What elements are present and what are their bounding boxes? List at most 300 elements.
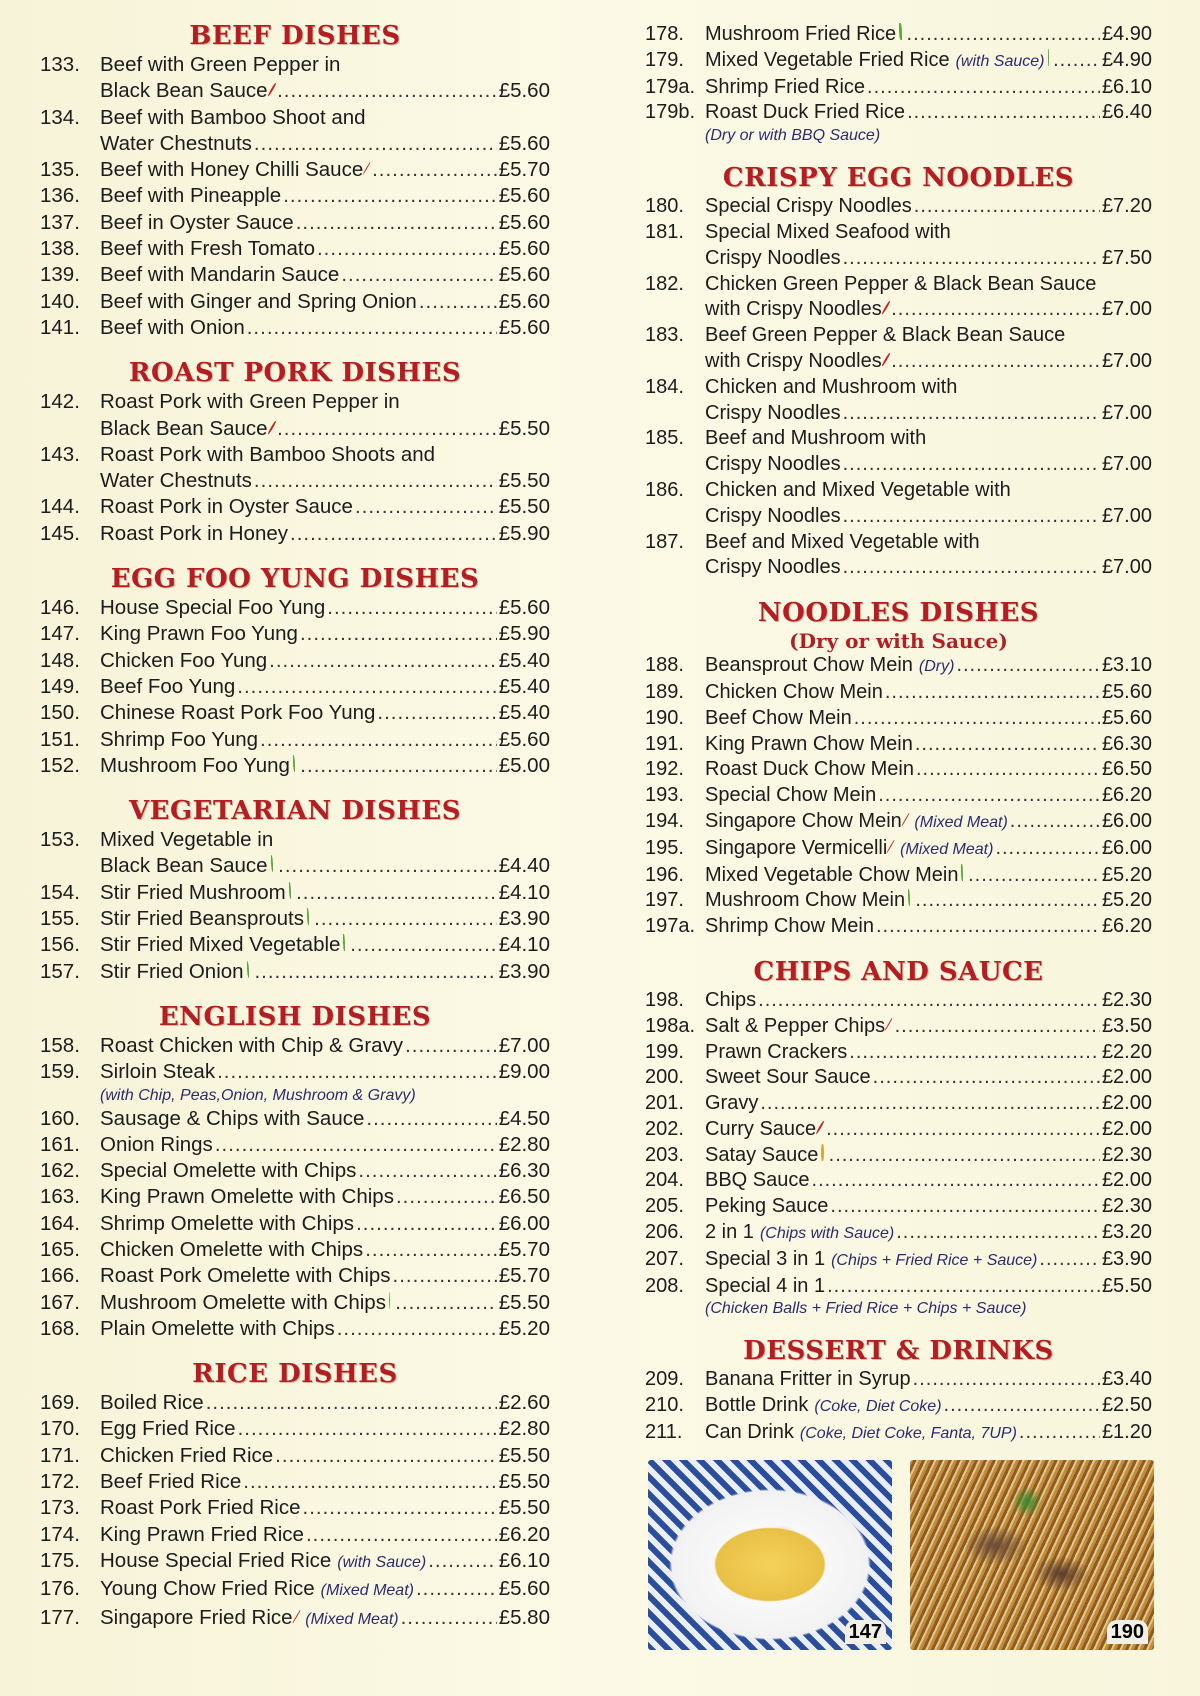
item-name-continued: Water Chestnuts [100,131,252,155]
item-note: (Mixed Meat) [305,1610,399,1628]
item-number: 154. [40,880,80,904]
menu-item [645,863,1152,889]
section-gap [645,940,1152,956]
item-number: 160. [40,1106,80,1130]
menu-item [645,1065,1152,1091]
menu-item [40,494,550,520]
dot-leader [812,1168,1100,1194]
menu-item [40,52,550,78]
menu-item [40,1416,550,1442]
item-note: (Chips + Fried Rice + Sauce) [831,1251,1038,1269]
dot-leader [843,246,1100,272]
item-number: 159. [40,1060,80,1084]
item-price: £7.00 [1101,298,1152,321]
menu-item [645,914,1152,940]
item-name: Shrimp Omelette with Chips [100,1211,355,1235]
item-name: Mixed Vegetable in [100,828,274,852]
menu-item-continued [40,853,550,879]
item-number: 142. [40,390,80,414]
item-price: £5.40 [498,648,550,672]
dot-leader [254,131,497,157]
dot-leader [314,906,497,932]
item-number: 136. [40,184,80,208]
item-price: £2.00 [1101,1169,1152,1192]
menu-item [40,959,550,985]
item-number: 203. [645,1143,684,1166]
item-price: £5.60 [498,184,550,208]
item-number: 204. [645,1169,684,1192]
dot-leader [277,416,497,442]
menu-item [40,1548,550,1576]
menu-item [645,1014,1152,1040]
dot-leader [1053,48,1100,74]
item-name-continued: Crispy Noodles [705,246,841,269]
item-name: Roast Pork with Green Pepper in [100,390,400,414]
item-price: £5.40 [498,674,550,698]
item-price: £5.50 [498,1470,550,1494]
item-name: Special Omelette with Chips [100,1159,357,1183]
dot-leader [260,727,497,753]
item-price: £5.90 [498,521,550,545]
dot-leader [350,932,496,958]
menu-item [40,1469,550,1495]
menu-item [40,1059,550,1085]
item-price: £5.50 [498,1496,550,1520]
item-name: Chicken and Mushroom with [705,375,958,398]
item-number: 167. [40,1290,80,1314]
item-subnote: (with Chip, Peas,Onion, Mushroom & Gravy) [100,1086,416,1104]
item-name: Shrimp Fried Rice [705,75,866,98]
item-number: 181. [645,220,684,243]
item-note: (with Sauce) [955,52,1045,70]
item-number: 155. [40,907,80,931]
item-name: Mushroom Fried Rice [705,23,897,45]
menu-item-continued [40,468,550,494]
vegetarian-leaf-icon [293,755,295,772]
section-gap [40,779,550,795]
section-gap [645,146,1152,162]
menu-item-continued [40,416,550,442]
item-number: 210. [645,1394,684,1417]
dot-leader [275,1443,497,1469]
item-number: 190. [645,706,684,729]
item-price: £3.90 [498,959,550,983]
chili-icon [881,353,890,367]
dot-leader [891,349,1100,375]
menu-item [645,75,1152,101]
item-price: £5.50 [498,1290,550,1314]
item-name: King Prawn Chow Mein [705,732,913,755]
section-title: VEGETARIAN DISHES [128,796,461,827]
item-number: 199. [645,1040,684,1063]
item-number: 194. [645,809,684,832]
item-name: Beef Fried Rice [100,1470,242,1494]
dot-leader [827,1274,1100,1300]
dot-leader [237,674,496,700]
dot-leader [372,157,497,183]
item-name: Sweet Sour Sauce [705,1066,871,1089]
item-price: £2.30 [1101,988,1152,1011]
menu-item [40,1184,550,1210]
dot-leader [405,1033,497,1059]
item-name: Mushroom Omelette with Chips [100,1290,386,1314]
photo-strip [648,1460,1152,1650]
item-number: 137. [40,210,80,234]
item-name: Beef with Bamboo Shoot and [100,105,366,129]
chili-icon [267,420,276,434]
item-number: 183. [645,324,684,347]
item-number: 195. [645,836,684,859]
menu-item-continued [645,401,1152,427]
dot-leader [416,1576,497,1602]
dot-leader [891,297,1100,323]
dot-leader [306,1522,497,1548]
item-price: £5.60 [498,131,550,155]
item-number: 211. [645,1421,683,1444]
item-name: Beef with Pineapple [100,184,282,208]
item-name: Gravy [705,1092,759,1115]
vegetarian-leaf-icon [1048,49,1049,66]
item-name: Roast Pork Omelette with Chips [100,1264,391,1288]
vegetarian-leaf-icon [271,855,274,872]
menu-item [40,1576,550,1604]
item-price: £6.10 [498,1548,550,1572]
item-price: £5.90 [498,622,550,646]
menu-item [40,183,550,209]
dot-leader [843,555,1100,581]
section-title: EGG FOO YUNG DISHES [110,564,480,595]
menu-item [645,426,1152,452]
dot-leader [401,1605,497,1631]
menu-item [40,827,550,853]
section-title: CHIPS AND SAUCE [753,956,1044,987]
item-price: £6.50 [1101,758,1152,781]
item-number: 152. [40,753,80,777]
item-name: Boiled Rice [100,1391,204,1415]
item-price: £4.90 [1101,23,1152,45]
item-number: 189. [645,680,684,703]
menu-item [40,674,550,700]
item-number: 171. [40,1443,80,1467]
item-name: Sirloin Steak [100,1060,216,1084]
item-name: Peking Sauce [705,1195,829,1218]
dot-leader [915,888,1100,914]
item-name: Sausage & Chips with Sauce [100,1106,365,1130]
section-title: DESSERT & DRINKS [743,1336,1054,1367]
item-price: £5.80 [498,1605,550,1629]
menu-item [645,1117,1152,1143]
item-name: Chicken Fried Rice [100,1443,274,1467]
item-price: £5.60 [498,289,550,313]
section-title: ENGLISH DISHES [158,1001,432,1032]
photo-label: 190 [1107,1620,1148,1644]
dot-leader [396,1184,497,1210]
dot-leader [238,1416,497,1442]
section-gap [645,581,1152,597]
menu-item [645,988,1152,1014]
dot-leader [1039,1247,1100,1273]
item-name: Stir Fried Beansprouts [100,907,304,931]
item-price: £7.50 [1101,246,1152,269]
dot-leader [303,1495,497,1521]
item-name: Chicken and Mixed Vegetable with [705,478,1011,501]
item-price: £4.90 [1101,48,1152,71]
dot-leader [366,1106,496,1132]
item-note: (Coke, Diet Coke) [814,1398,942,1416]
menu-item [645,194,1152,220]
item-price: £5.40 [498,701,550,725]
dot-leader [358,1158,496,1184]
item-name: Beef with Fresh Tomato [100,237,315,261]
menu-item [40,389,550,415]
menu-item [645,1220,1152,1247]
item-price: £5.60 [1101,680,1152,703]
item-name: Beef and Mixed Vegetable with [705,530,980,553]
dot-leader [254,468,497,494]
dot-leader [760,1091,1100,1117]
item-number: 198a. [645,1014,696,1037]
dot-leader [916,757,1100,783]
dot-leader [269,648,497,674]
item-name-continued: Black Bean Sauce [100,854,268,878]
menu-item [645,1091,1152,1117]
item-name: Roast Pork in Honey [100,521,289,545]
item-number: 178. [645,23,684,45]
vegetarian-leaf-icon [289,882,291,899]
menu-item [40,880,550,906]
chili-icon [881,301,890,315]
item-name: Special Crispy Noodles [705,195,912,218]
item-number: 165. [40,1237,80,1261]
dot-leader [867,75,1100,101]
item-number: 140. [40,289,80,313]
item-price: £4.10 [498,933,550,957]
vegetarian-leaf-icon [961,864,963,881]
menu-item [40,157,550,183]
menu-item-continued [645,349,1152,375]
dot-leader [215,1132,497,1158]
item-price: £7.00 [1101,556,1152,579]
item-price: £2.60 [498,1391,550,1415]
item-number: 193. [645,784,684,807]
item-price: £4.40 [498,854,550,878]
item-price: £5.60 [498,315,550,339]
item-name: Mixed Vegetable Chow Mein [705,863,959,886]
item-price: £6.20 [1101,915,1152,938]
item-name: Shrimp Foo Yung [100,727,259,751]
item-price: £2.50 [1101,1394,1152,1417]
menu-item [40,1237,550,1263]
item-note: (Mixed Meat) [900,840,994,858]
item-number: 201. [645,1092,684,1115]
item-price: £6.20 [1101,784,1152,807]
item-price: £2.30 [1101,1195,1152,1218]
vegetarian-leaf-icon [389,1292,390,1309]
item-number: 197a. [645,915,696,938]
dot-leader [341,262,496,288]
item-name: Beef and Mushroom with [705,427,927,450]
item-number: 205. [645,1195,684,1218]
item-price: £5.70 [498,1264,550,1288]
dot-leader [283,183,496,209]
dot-leader [243,1469,496,1495]
item-price: £3.20 [1101,1221,1152,1244]
dot-leader [995,836,1100,862]
item-name: Bottle Drink [705,1394,809,1417]
item-price: £5.20 [498,1316,550,1340]
item-name: Beef Foo Yung [100,674,236,698]
dot-leader [907,100,1100,126]
item-price: £3.40 [1101,1368,1152,1391]
chili-icon [267,83,276,97]
item-name: Egg Fried Rice [100,1417,236,1441]
dot-leader [206,1390,497,1416]
item-name: Roast Pork Fried Rice [100,1496,301,1520]
item-number: 179a. [645,75,696,98]
menu-item [40,442,550,468]
item-name: Stir Fried Mixed Vegetable [100,933,341,957]
dot-leader [247,315,497,341]
dot-leader [355,494,497,520]
item-price: £6.40 [1101,101,1152,124]
item-name: Beef Chow Mein [705,706,852,729]
item-price: £5.60 [1101,706,1152,729]
menu-item [40,1316,550,1342]
item-name-continued: Black Bean Sauce [100,416,268,440]
menu-item [40,1263,550,1289]
item-subnote: (Chicken Balls + Fried Rice + Chips + Sauce) [705,1300,1027,1318]
item-number: 188. [645,654,684,677]
menu-item [40,1211,550,1237]
menu-item-continued [645,504,1152,530]
item-name: Banana Fritter in Syrup [705,1368,911,1391]
item-price: £5.60 [498,1577,550,1601]
dot-leader [317,236,497,262]
menu-item [40,648,550,674]
item-name: Mushroom Chow Mein [705,889,906,912]
dot-leader [296,880,497,906]
menu-item [645,1143,1152,1169]
item-price: £6.00 [1101,809,1152,832]
menu-item [645,1393,1152,1420]
dot-leader [356,1211,497,1237]
item-price: £6.30 [498,1159,550,1183]
menu-item [645,1247,1152,1274]
item-price: £5.20 [1101,889,1152,912]
dot-leader [327,595,496,621]
vegetarian-leaf-icon [247,961,250,978]
menu-item [645,653,1152,680]
item-number: 168. [40,1316,80,1340]
item-name: Onion Rings [100,1132,213,1156]
menu-item [40,262,550,288]
chili-icon [363,162,371,175]
item-name: Chicken Chow Mein [705,680,883,703]
item-name: Chinese Roast Pork Foo Yung [100,701,376,725]
dot-leader [854,706,1100,732]
item-name: Chips [705,988,757,1011]
dot-leader [277,78,497,104]
section-gap [40,341,550,357]
item-name: Roast Duck Fried Rice [705,101,906,124]
item-note: (with Sauce) [337,1553,427,1571]
item-number: 175. [40,1548,80,1572]
item-price: £5.60 [498,263,550,287]
section-gap [40,985,550,1001]
item-name: Special 3 in 1 [705,1247,826,1270]
item-name: Special Mixed Seafood with [705,220,951,243]
vegetarian-leaf-icon [899,23,901,40]
noodles-photo-icon [910,1460,1154,1650]
item-name: BBQ Sauce [705,1169,810,1192]
item-name: Beansprout Chow Mein [705,654,913,677]
item-number: 206. [645,1221,684,1244]
item-name: Mixed Vegetable Fried Rice [705,48,950,71]
item-number: 143. [40,442,80,466]
item-price: £5.50 [498,469,550,493]
menu-item [40,289,550,315]
menu-item [645,888,1152,914]
item-price: £7.00 [1101,349,1152,372]
item-name: House Special Foo Yung [100,596,326,620]
item-note: (Coke, Diet Coke, Fanta, 7UP) [799,1425,1017,1443]
menu-item [645,272,1152,298]
item-name-continued: Black Bean Sauce [100,79,268,103]
menu-item [40,1443,550,1469]
section-title: NOODLES DISHES [757,598,1040,629]
item-price: £6.10 [1101,75,1152,98]
item-name: Singapore Chow Mein [705,809,902,832]
item-name: Shrimp Chow Mein [705,915,874,938]
item-number: 187. [645,530,684,553]
item-name-continued: Crispy Noodles [705,556,841,579]
item-number: 202. [645,1117,684,1140]
menu-item-continued [40,131,550,157]
item-number: 138. [40,237,80,261]
menu-item-continued [645,297,1152,323]
menu-item [645,375,1152,401]
menu-item [40,753,550,779]
menu-item [645,1367,1152,1393]
item-number: 172. [40,1470,80,1494]
dot-leader [365,1237,497,1263]
item-number: 176. [40,1577,80,1601]
item-name-continued: Water Chestnuts [100,469,252,493]
section-title: BEEF DISHES [189,21,401,51]
item-name: Special 4 in 1 [705,1274,826,1297]
chili-icon [901,813,909,826]
chili-icon [816,1120,825,1134]
item-number: 139. [40,263,80,287]
item-number: 147. [40,622,80,646]
item-price: £2.00 [1101,1092,1152,1115]
item-name: Special Chow Mein [705,784,877,807]
omelette-photo-icon [648,1460,892,1650]
item-price: £2.20 [1101,1040,1152,1063]
item-price: £5.50 [498,495,550,519]
item-name: King Prawn Omelette with Chips [100,1185,394,1209]
dot-leader [843,452,1100,478]
item-name: Plain Omelette with Chips [100,1316,335,1340]
item-name: Beef with Honey Chilli Sauce [100,158,364,182]
dot-leader [1019,1420,1100,1446]
item-number: 209. [645,1368,684,1391]
dot-leader [896,1220,1100,1246]
item-price: £6.00 [1101,836,1152,859]
item-number: 164. [40,1211,80,1235]
left-menu-column [40,0,550,1633]
dot-leader [849,1040,1100,1066]
